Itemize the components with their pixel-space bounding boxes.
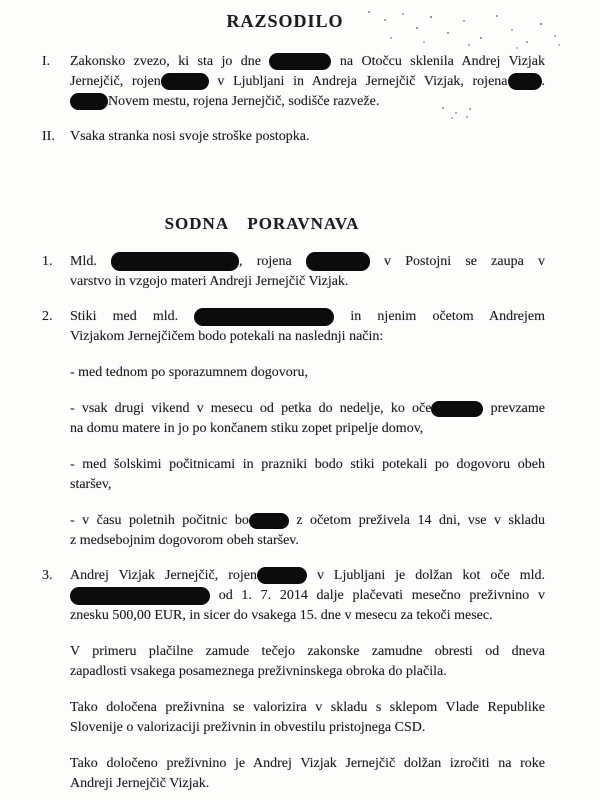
settlement-item-3	[42, 566, 545, 794]
redaction-bar	[249, 513, 289, 529]
text-run: - vsak drugi vikend v mesecu od petka do nedelje, ko oče	[70, 401, 432, 416]
text-line	[70, 363, 545, 383]
text-run: Tako določena preživnina se valorizira v skladu s sklepom Vlade Republike	[70, 700, 545, 715]
text-run: prevzame	[483, 401, 545, 416]
text-line	[70, 252, 545, 272]
text-run: staršev,	[70, 477, 112, 492]
text-line	[70, 718, 545, 738]
text-line	[70, 774, 545, 794]
text-line	[70, 92, 545, 112]
text-run: Stiki med mld.	[70, 309, 195, 324]
item-marker: I.	[42, 54, 51, 69]
text-run: Mld.	[70, 254, 112, 269]
text-line	[70, 52, 545, 72]
text-run: v Ljubljani je dolžan kot oče mld.	[306, 568, 545, 583]
text-run: z očetom preživela 14 dni, vse v skladu	[288, 513, 545, 528]
scan-noise-speckles	[442, 107, 444, 109]
text-line	[70, 606, 545, 626]
settlement-section	[42, 252, 545, 794]
scan-noise-speckles	[368, 11, 370, 13]
contact-summer-clause	[70, 511, 545, 551]
text-run: varstvo in vzgojo materi Andreji Jernejčič Vizjak.	[70, 274, 349, 289]
text-run: Andrej Vizjak Jernejčič, rojen	[70, 568, 257, 583]
settlement-item-2	[42, 307, 545, 551]
text-run: Jernejčič, rojen	[70, 74, 161, 89]
text-run: zapadlosti vsakega posameznega preživninskega obroka do plačila.	[70, 664, 447, 679]
item-body	[70, 127, 545, 147]
text-line	[70, 642, 545, 662]
text-run: v Postojni se zaupa v	[369, 254, 545, 269]
item-body	[70, 307, 545, 551]
custody-paragraph	[70, 252, 545, 292]
text-run: Vsaka stranka nosi svoje stroške postopka.	[70, 129, 310, 144]
valorization-paragraph	[70, 698, 545, 738]
text-run: Tako določeno preživnino je Andrej Vizjak Jernejčič dolžan izročiti na roke	[70, 756, 545, 771]
item-body	[70, 566, 545, 794]
judgment-item-II	[42, 127, 545, 147]
judgment-section	[42, 52, 545, 147]
judgment-section-title: RAZSODILO	[226, 11, 344, 31]
contact-weekday-clause	[70, 363, 545, 383]
settlement-item-1	[42, 252, 545, 292]
text-run: od 1. 7. 2014 dalje plačevati mesečno preživnino v	[210, 588, 545, 603]
text-line	[70, 698, 545, 718]
text-line	[70, 511, 545, 531]
handover-paragraph	[70, 754, 545, 794]
text-run: Andreji Jernejčič Vizjak.	[70, 776, 210, 791]
text-line	[70, 419, 545, 439]
settlement-section-title: SODNA PORAVNAVA	[164, 214, 360, 233]
text-line	[70, 272, 545, 292]
redaction-bar	[431, 401, 483, 417]
redaction-bar	[194, 308, 334, 326]
text-run: .	[541, 74, 545, 89]
text-run: - med šolskimi počitnicami in prazniki bodo stiki potekali po dogovoru obeh	[70, 457, 545, 472]
item-marker: 3.	[42, 568, 53, 583]
item-marker: 1.	[42, 254, 53, 269]
late-interest-paragraph	[70, 642, 545, 682]
text-line	[70, 566, 545, 586]
text-line	[70, 307, 545, 327]
text-line	[70, 662, 545, 682]
text-run: , rojena	[239, 254, 306, 269]
text-line	[70, 127, 545, 147]
text-line	[70, 399, 545, 419]
text-line	[70, 531, 545, 551]
divorce-clause-paragraph	[70, 52, 545, 112]
text-run: znesku 500,00 EUR, in sicer do vsakega 15. dne v mesecu za tekoči mesec.	[70, 608, 493, 623]
text-run: Novem mestu, rojena Jernejčič, sodišče razveže.	[108, 94, 380, 109]
text-line	[70, 455, 545, 475]
item-body	[70, 52, 545, 112]
redaction-bar	[161, 73, 209, 90]
contact-intro-paragraph	[70, 307, 545, 347]
text-line	[70, 72, 545, 92]
text-run: - med tednom po sporazumnem dogovoru,	[70, 365, 308, 380]
text-run: v Ljubljani in Andreja Jernejčič Vizjak, rojena	[208, 74, 508, 89]
redaction-bar	[70, 587, 210, 605]
item-body	[70, 252, 545, 292]
judgment-item-I	[42, 52, 545, 112]
text-line	[70, 586, 545, 606]
text-run: z medsebojnim dogovorom obeh staršev.	[70, 533, 299, 548]
redaction-bar	[70, 93, 108, 110]
text-run: na Otočcu sklenila Andrej Vizjak	[331, 54, 546, 69]
redaction-bar	[111, 252, 239, 271]
text-run: Zakonsko zvezo, ki sta jo dne	[70, 54, 270, 69]
redaction-bar	[306, 252, 370, 271]
text-line	[70, 754, 545, 774]
item-marker: 2.	[42, 309, 53, 324]
text-run: V primeru plačilne zamude tečejo zakonske zamudne obresti od dneva	[70, 644, 545, 659]
item-marker: II.	[42, 129, 55, 144]
text-run: Slovenije o valorizaciji preživnin in obvestilu pristojnega CSD.	[70, 720, 426, 735]
contact-weekend-clause	[70, 399, 545, 439]
costs-clause-paragraph	[70, 127, 545, 147]
contact-holidays-clause	[70, 455, 545, 495]
text-run: Vizjakom Jernejčičem bodo potekali na naslednji način:	[70, 329, 384, 344]
text-line	[70, 475, 545, 495]
redaction-bar	[257, 567, 307, 584]
text-run: in njenim očetom Andrejem	[334, 309, 546, 324]
redaction-bar	[508, 73, 542, 90]
alimony-paragraph	[70, 566, 545, 626]
text-line	[70, 327, 545, 347]
text-run: na domu matere in jo po končanem stiku zopet pripelje domov,	[70, 421, 424, 436]
text-run: - v času poletnih počitnic bo	[70, 513, 249, 528]
redaction-bar	[269, 53, 331, 70]
